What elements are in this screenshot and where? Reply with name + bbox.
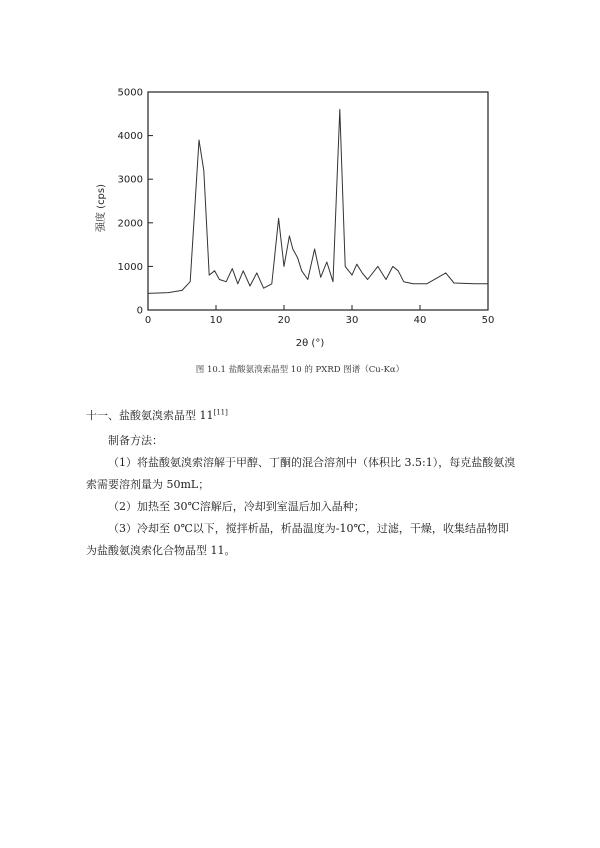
paragraph-step-3	[86, 518, 516, 562]
x-tick-label: 0	[144, 315, 152, 326]
x-tick-label: 30	[345, 315, 359, 326]
pxrd-chart	[88, 78, 500, 358]
paragraph-method-label	[86, 430, 516, 452]
y-tick-label: 1000	[117, 261, 143, 273]
x-tick-label: 10	[209, 315, 223, 326]
y-tick-label: 3000	[117, 174, 143, 186]
x-tick-label: 40	[413, 315, 427, 326]
paragraph-step-2	[86, 496, 516, 518]
x-tick-label: 50	[481, 315, 495, 326]
x-tick-label: 20	[277, 315, 291, 326]
section-title	[86, 407, 228, 423]
paragraph-text: （2）加热至 30℃溶解后，冷却到室温后加入晶种；	[108, 500, 365, 513]
paragraph-text: （3）冷却至 0℃以下，搅拌析晶，析晶温度为-10℃，过滤，干燥，收集结晶物即为盐酸氨溴索化合物晶型 11。	[86, 522, 509, 557]
y-axis-label: 强度 (cps)	[96, 183, 107, 233]
x-axis-label: 2θ (°)	[295, 338, 325, 349]
pxrd-figure	[88, 78, 500, 358]
y-tick-label: 5000	[117, 87, 143, 99]
y-tick-label: 2000	[117, 218, 143, 230]
paragraph-text: 制备方法：	[108, 434, 163, 447]
section-title-text: 十一、盐酸氨溴索晶型 11	[86, 409, 214, 422]
y-tick-label: 4000	[117, 131, 143, 143]
y-tick-label: 0	[136, 305, 143, 317]
paragraph-text: （1）将盐酸氨溴索溶解于甲醇、丁酮的混合溶剂中（体积比 3.5:1），每克盐酸氨溴索需要溶剂量为 50mL；	[86, 456, 516, 491]
paragraph-step-1	[86, 452, 516, 496]
figure-caption: 图 10.1 盐酸氨溴索晶型 10 的 PXRD 图谱（Cu-Kα）	[195, 365, 405, 375]
citation-ref: [11]	[213, 408, 228, 417]
